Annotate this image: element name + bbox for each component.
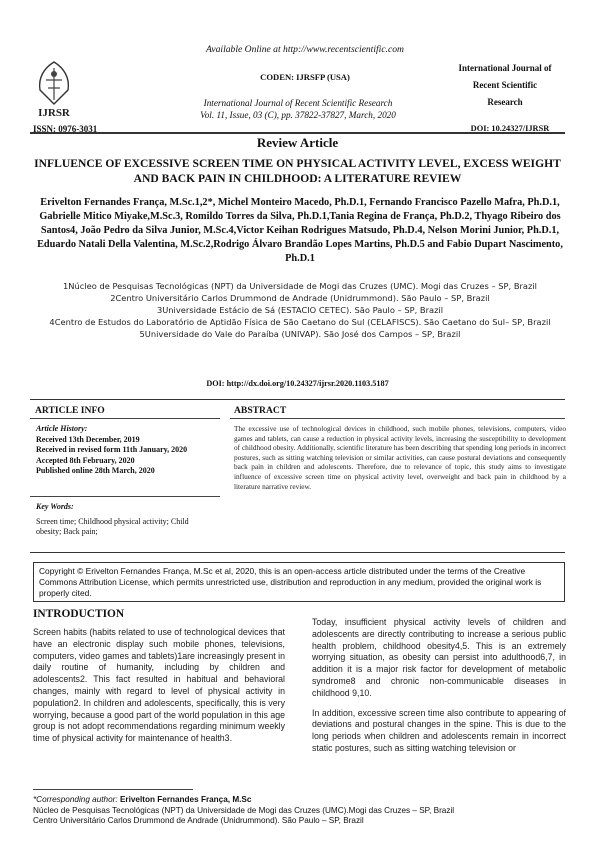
abstract-divider <box>230 418 565 419</box>
accepted-date: Accepted 8th February, 2020 <box>36 455 135 465</box>
article-doi-link[interactable]: DOI: http://dx.doi.org/10.24327/ijrsr.2020.1103.5187 <box>206 379 389 388</box>
intro-right-paragraph-1: Today, insufficient physical activity levels of children and adolescents are directly contributing to increase a serious public health problem, childhood obesity4,5. This is an extremely worrying situation, as obesity can persist into adulthood6,7, in addition it is a major risk factor for development of metabolic syndrome8 and chronic non-communicable diseases in childhood 9,10. <box>312 617 566 698</box>
info-top-divider <box>30 399 565 400</box>
journal-box-line-2: Recent Scientific <box>472 80 538 90</box>
intro-right-paragraph-2: In addition, excessive screen time also contribute to appearing of deviations and postural changes in the spine. This is due to the long periods when children and adolescents remain in incorrect static postures, such as sitting watching television or <box>312 707 566 753</box>
introduction-heading: INTRODUCTION <box>33 608 125 620</box>
journal-box-line-1: International Journal of <box>458 63 552 73</box>
affiliation-4: 4Centro de Estudos do Laboratório de Aptidão Física de São Caetano do Sul (CELAFISCS). São Caetano do Sul– SP, Brazil <box>49 317 551 327</box>
journal-citation <box>158 97 438 121</box>
history-heading: Article History: <box>36 424 88 433</box>
abstract-heading: ABSTRACT <box>234 405 287 416</box>
footnote-divider <box>33 789 193 790</box>
received-date: Received 13th December, 2019 <box>36 434 140 444</box>
corresponding-name: Erivelton Fernandes França, M.Sc <box>119 795 252 804</box>
available-online: Available Online at http://www.recentscientific.com <box>206 44 404 55</box>
keywords-heading: Key Words: <box>36 502 74 511</box>
article-history <box>36 424 216 477</box>
published-date: Published online 28th March, 2020 <box>36 466 155 475</box>
article-type: Review Article <box>256 135 339 150</box>
affiliation-3: 3Universidade Estácio de Sá (ESTACIO CETEC). São Paulo – SP, Brazil <box>156 305 444 315</box>
abstract-bottom-divider <box>30 552 565 553</box>
journal-title-box <box>440 60 570 111</box>
info-divider <box>30 418 220 419</box>
affiliation-2: 2Centro Universitário Carlos Drummond de Andrade (Unidrummond). São Paulo – SP, Brazil <box>110 293 490 303</box>
keywords: Screen time; Childhood physical activity; Child obesity; Back pain; <box>36 516 189 536</box>
coden: CODEN: IJRSFP (USA) <box>260 72 350 82</box>
copyright-notice: Copyright © Erivelton Fernandes França, M.Sc et al, 2020, this is an open-access article distributed under the terms of the Creative Commons Attribution License, which permits unrestricted use, distribution and reproduction in any medium, provided the original work is properly cited. <box>33 562 565 602</box>
corresponding-author-footnote <box>33 795 573 827</box>
intro-right-column <box>312 617 566 755</box>
issn: ISSN: 0976-3031 <box>33 124 98 134</box>
affiliations <box>30 280 570 340</box>
article-title: INFLUENCE OF EXCESSIVE SCREEN TIME ON PHYSICAL ACTIVITY LEVEL, EXCESS WEIGHT AND BACK PAIN IN CHILDHOOD: A LITERATURE REVIEW <box>34 157 561 185</box>
journal-logo <box>30 58 78 120</box>
footnote-affiliation-1: Núcleo de Pesquisas Tecnológicas (NPT) da Universidade de Mogi das Cruzes (UMC).Mogi das Cruzes – SP, Brazil <box>33 805 455 815</box>
author-list: Erivelton Fernandes França, M.Sc.1,2*, Michel Monteiro Macedo, Ph.D.1, Fernando Francisco Pazello Mafra, Ph.D.1, Gabrielle Mitico Miyake,M.Sc.3, Romildo Torres da Silva, Ph.D.1,Tania Regina de França, Ph.D.2, Thyago Ribeiro dos Santos4, João Pedro da Silva Junior, M.Sc.4,Victor Keihan Rodrigues Matsudo, Ph.D.4, Nelson Morini Junior, Ph.D.1, Eduardo Natali Della Valentina, M.Sc.2,Rodrigo Álvaro Brandão Lopes Martins, Ph.D.5 and Fabio Dupart Nascimento, Ph.D.1 <box>37 197 563 264</box>
article-info-heading: ARTICLE INFO <box>35 405 105 416</box>
affiliation-5: 5Universidade do Vale do Paraíba (UNIVAP). São José dos Campos – SP, Brazil <box>139 329 461 339</box>
intro-left-paragraph: Screen habits (habits related to use of technological devices that have an electronic display such mobile phones, televisions, computers, video games and tablets)1are increasingly present in daily routine of humanity, including by children and adolescents2. This fact resulted in habitual and behavioral changes, mainly with regard to level of physical activity in population2. In children and adolescents, specifically, this is very worrying, because a good part of the world population in this age group is not adopt recommendations regarding minimum weekly time of physical activity for maintenance of health3. <box>33 627 285 744</box>
affiliation-1: 1Núcleo de Pesquisas Tecnológicas (NPT) da Universidade de Mogi das Cruzes (UMC). Mogi das Cruzes – SP, Brazil <box>63 281 537 291</box>
journal-box-line-3: Research <box>487 97 523 107</box>
keywords-divider <box>30 496 220 497</box>
logo-text: IJRSR <box>38 107 70 119</box>
header-divider <box>30 132 565 134</box>
journal-name: International Journal of Recent Scientific Research <box>203 98 393 108</box>
corresponding-label: *Corresponding author: <box>33 795 118 804</box>
journal-volume: Vol. 11, Issue, 03 (C), pp. 37822-37827, March, 2020 <box>200 110 396 120</box>
keywords-block <box>36 502 206 538</box>
footnote-affiliation-2: Centro Universitário Carlos Drummond de Andrade (Unidrummond). São Paulo – SP, Brazil <box>33 816 364 826</box>
revised-date: Received in revised form 11th January, 2020 <box>36 445 188 454</box>
journal-doi: DOI: 10.24327/IJRSR <box>470 124 550 133</box>
abstract-text: The excessive use of technological devices in childhood, such mobile phones, televisions, computers, video games and tablets, can cause a reduction in physical activity levels, increasing the susceptibility to development of childhood obesity. Additionally, scientific literature has been describing that spending long periods in incorrect postures, such as sitting watching television or similar activities, can cause postural deviations and consequently back pain in children and adolescents. Therefore, due to relevance of topic, this study aims to investigate influence of excessive screen time on physical activity level, overweight and back pain in childhood by a literature narrative review. <box>234 424 566 491</box>
